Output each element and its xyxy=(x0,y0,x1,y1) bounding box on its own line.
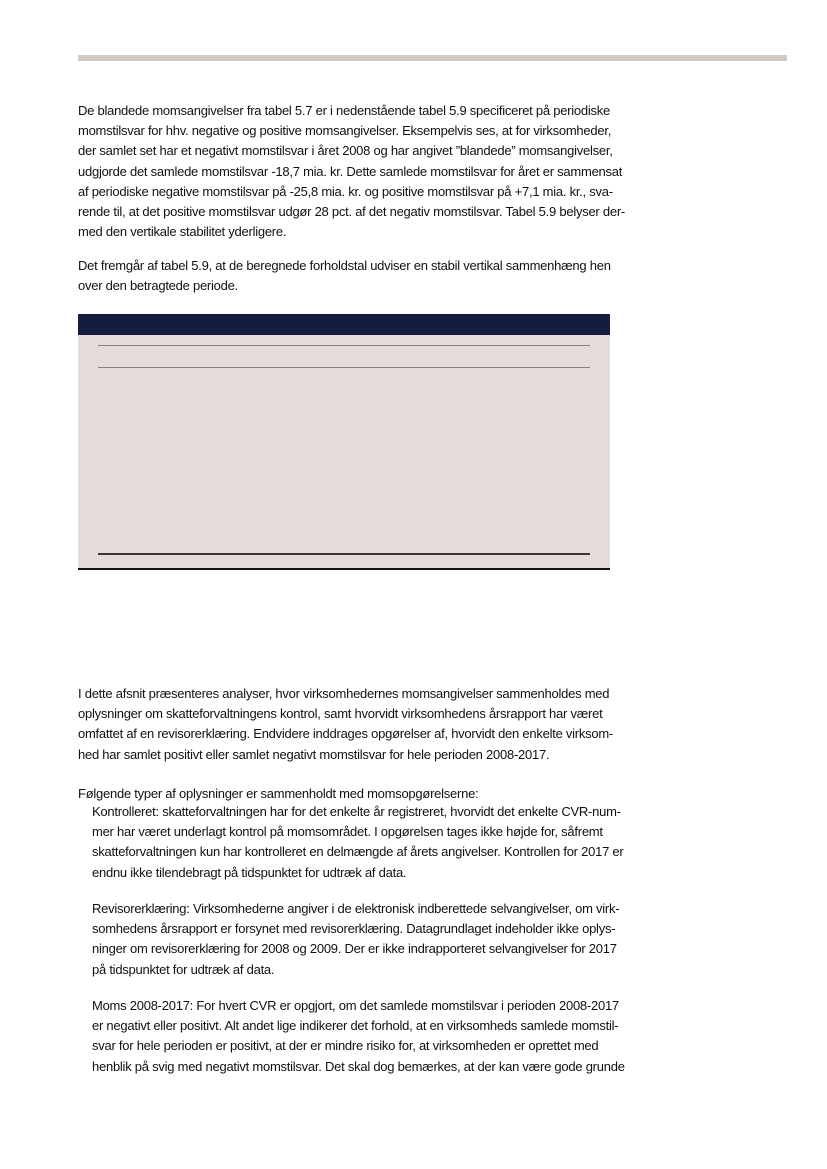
table-body xyxy=(78,335,610,568)
intro-paragraph xyxy=(78,101,625,242)
text-line: med den vertikale stabilitet yderligere. xyxy=(78,224,287,240)
bullet-item xyxy=(92,899,622,980)
text-line: udgjorde det samlede momstilsvar -18,7 mia. kr. Dette samlede momstilsvar for året er sammensat xyxy=(78,163,623,179)
text-line: rende til, at det positive momstilsvar udgør 28 pct. af det negativ momstilsvar. Tabel 5.9 belyser der- xyxy=(78,204,625,220)
intro2-paragraph xyxy=(78,256,618,296)
top-rule xyxy=(78,55,787,61)
text-line: hed har samlet positivt eller samlet negativt momstilsvar for hele perioden 2008-2017. xyxy=(78,746,550,762)
text-line: over den betragtede periode. xyxy=(78,278,238,294)
text-line: Følgende typer af oplysninger er sammenholdt med momsopgørelserne: xyxy=(78,786,479,801)
text-line: endnu ikke tilendebragt på tidspunktet for udtræk af data. xyxy=(92,864,407,880)
text-line: ninger om revisorerklæring for 2008 og 2009. Der er ikke indrapporteret selvangivelser for 2017 xyxy=(92,941,617,957)
text-line: mer har været underlagt kontrol på momsområdet. I opgørelsen tages ikke højde for, såfremt xyxy=(92,824,603,840)
text-line: svar for hele perioden er positivt, at der er mindre risiko for, at virksomheden er oprettet med xyxy=(92,1038,599,1054)
text-line: oplysninger om skatteforvaltningens kontrol, samt hvorvidt virksomhedens årsrapport har været xyxy=(78,706,603,722)
text-line: I dette afsnit præsenteres analyser, hvor virksomhedernes momsangivelser sammenholdes med xyxy=(78,686,610,701)
text-line: henblik på svig med negativt momstilsvar. Det skal dog bemærkes, at der kan være gode grunde xyxy=(92,1058,625,1074)
table-bottom-rule xyxy=(78,568,610,570)
text-line: Revisorerklæring: Virksomhederne angiver i de elektronisk indberettede selvangivelser, om virk- xyxy=(92,901,620,916)
text-line: somhedens årsrapport er forsynet med revisorerklæring. Datagrundlaget indeholder ikke oplys- xyxy=(92,921,616,937)
section-paragraph xyxy=(78,684,618,765)
text-line: der samlet set har et negativt momstilsvar i året 2008 og har angivet ”blandede” momsangivelser, xyxy=(78,143,613,159)
table-rule xyxy=(98,345,590,346)
text-line: omfattet af en revisorerklæring. Endvidere inddrages opgørelser af, hvorvidt den enkelte virksom- xyxy=(78,726,614,742)
bullet-item xyxy=(92,802,622,883)
text-line: er negativt eller positivt. Alt andet lige indikerer det forhold, at en virksomheds samlede momstil- xyxy=(92,1018,619,1034)
table-rule xyxy=(98,553,590,555)
bullet-item xyxy=(92,996,625,1077)
table-rule xyxy=(98,367,590,368)
text-line: Kontrolleret: skatteforvaltningen har for det enkelte år registreret, hvorvidt det enkelte CVR-num- xyxy=(92,804,621,819)
text-line: momstilsvar for hhv. negative og positive momsangivelser. Eksempelvis ses, at for virksomheder, xyxy=(78,123,612,139)
text-line: Moms 2008-2017: For hvert CVR er opgjort, om det samlede momstilsvar i perioden 2008-2017 xyxy=(92,998,619,1013)
text-line: Det fremgår af tabel 5.9, at de beregnede forholdstal udviser en stabil vertikal sammenhæng hen xyxy=(78,258,611,273)
text-line: af periodiske negative momstilsvar på -25,8 mia. kr. og positive momstilsvar på +7,1 mia. kr., sva- xyxy=(78,183,613,199)
text-line: på tidspunktet for udtræk af data. xyxy=(92,961,275,977)
text-line: skatteforvaltningen kun har kontrolleret en delmængde af årets angivelser. Kontrollen for 2017 er xyxy=(92,844,624,860)
text-line: De blandede momsangivelser fra tabel 5.7 er i nedenstående tabel 5.9 specificeret på periodiske xyxy=(78,103,610,118)
table-header-bar xyxy=(78,314,610,335)
